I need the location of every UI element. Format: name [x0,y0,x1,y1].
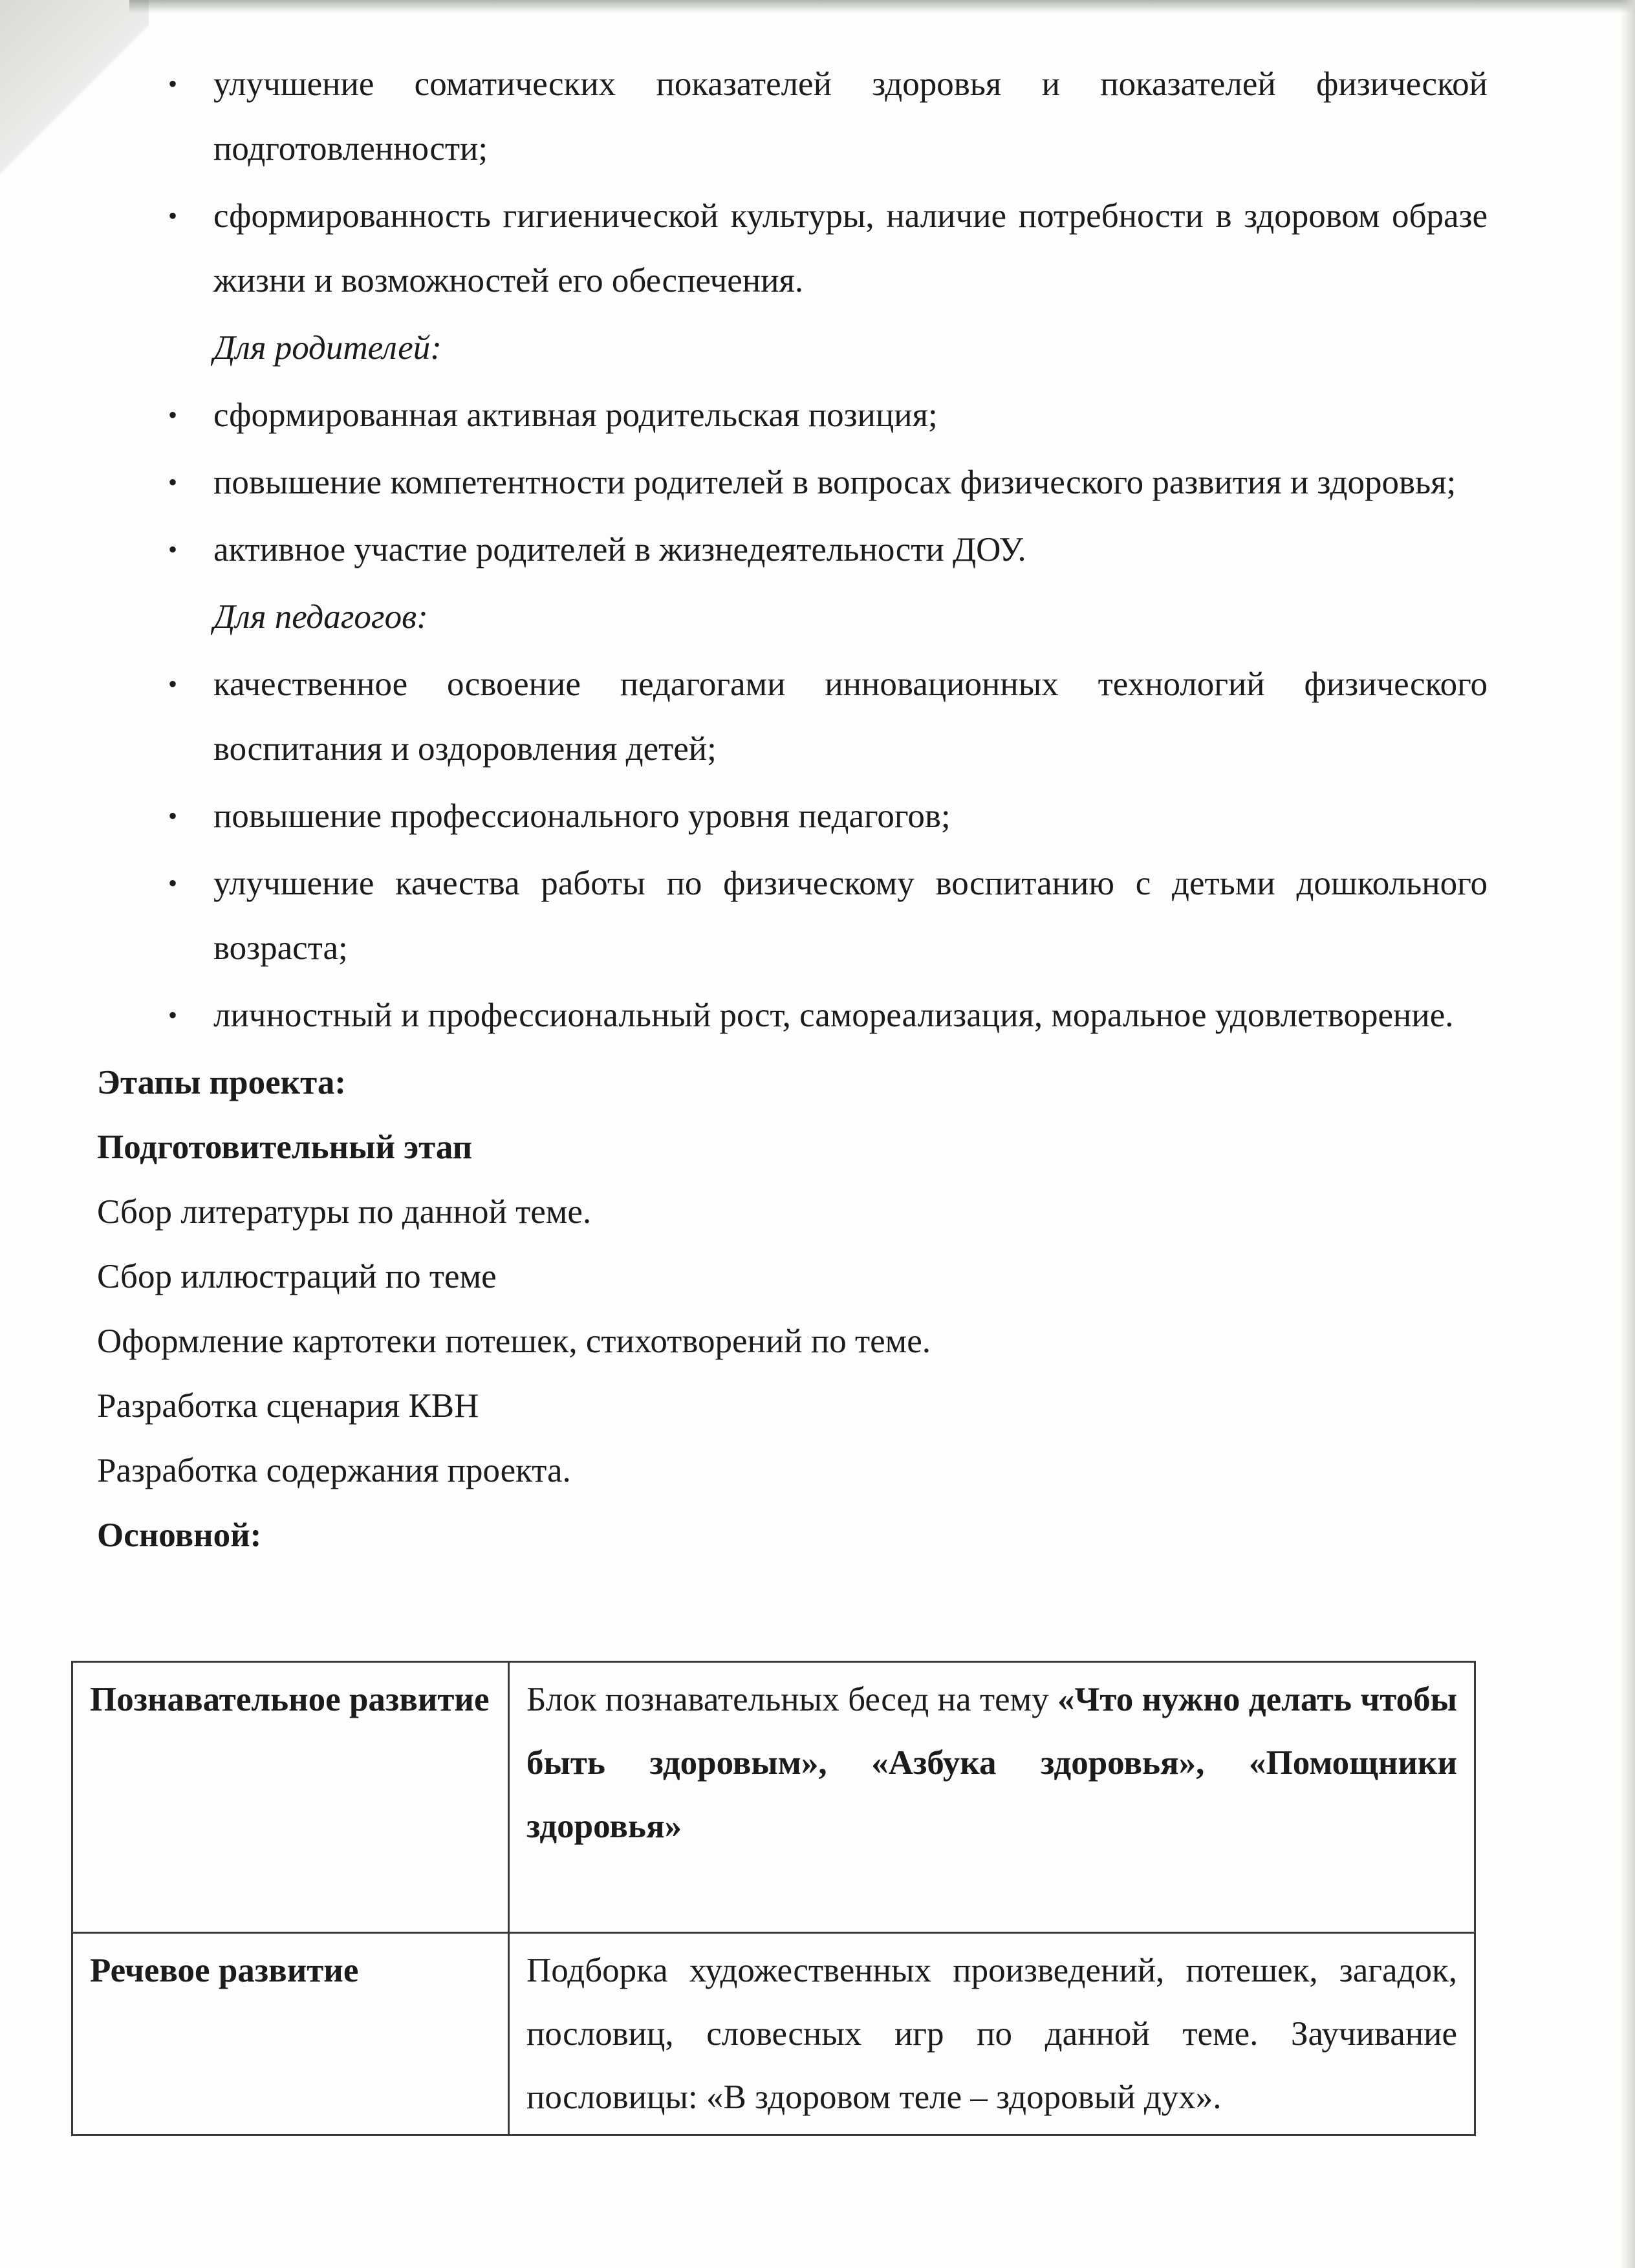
bullet-icon: • [168,801,178,830]
preparatory-heading: Подготовительный этап [97,1129,473,1166]
list-item: • качественное освоение педагогами инновационных технологий физического воспитания и оздоровления детей; [97,652,1488,781]
preparatory-item: Разработка сценария КВН [97,1387,479,1425]
parents-heading: Для родителей: [213,329,442,367]
list-item: • повышение профессионального уровня педагогов; [97,784,1488,848]
description-cell: Блок познавательных бесед на тему «Что нужно делать чтобы быть здоровым», «Азбука здоровья», «Помощники здоровья» [509,1662,1475,1933]
list-item: • личностный и профессиональный рост, самореализация, моральное удовлетворение. [97,983,1488,1048]
teachers-heading: Для педагогов: [213,598,428,636]
list-item: • сформированность гигиенической культуры, наличие потребности в здоровом образе жизни и возможностей его обеспечения. [97,184,1488,313]
description-cell: Подборка художественных произведений, потешек, загадок, пословиц, словесных игр по данной теме. Заучивание пословицы: «В здоровом теле – здоровый дух». [509,1933,1475,2135]
preparatory-item: Оформление картотеки потешек, стихотворений по теме. [97,1323,931,1360]
bullet-icon: • [168,669,178,698]
bullet-icon: • [168,535,178,564]
bullet-icon: • [168,1000,178,1030]
list-item: • улучшение соматических показателей здоровья и показателей физической подготовленности; [97,52,1488,181]
stages-heading: Этапы проекта: [97,1064,347,1101]
list-item: • улучшение качества работы по физическому воспитанию с детьми дошкольного возраста; [97,851,1488,980]
preparatory-item: Сбор иллюстраций по теме [97,1258,497,1295]
children-results-list [97,52,1488,313]
bullet-icon: • [168,201,178,230]
table-row [72,1933,1475,2135]
parents-results-list [97,383,1488,582]
table-row [72,1662,1475,1933]
bullet-icon: • [168,400,178,429]
area-cell: Речевое развитие [72,1933,509,2135]
bullet-icon: • [168,468,178,497]
document-body [97,52,1488,1568]
scan-right-edge [1621,0,1635,2268]
preparatory-item: Разработка содержания проекта. [97,1452,571,1489]
list-item: • повышение компетентности родителей в вопросах физического развития и здоровья; [97,450,1488,515]
area-cell: Познавательное развитие [72,1662,509,1933]
bullet-icon: • [168,869,178,898]
list-item: • сформированная активная родительская позиция; [97,383,1488,448]
activities-table [71,1661,1476,2136]
bullet-icon: • [168,69,178,98]
list-item: • активное участие родителей в жизнедеятельности ДОУ. [97,517,1488,582]
teachers-results-list [97,652,1488,1048]
preparatory-item: Сбор литературы по данной теме. [97,1193,592,1231]
main-stage-heading: Основной: [97,1517,262,1554]
scan-edge-shadow [129,0,1635,13]
